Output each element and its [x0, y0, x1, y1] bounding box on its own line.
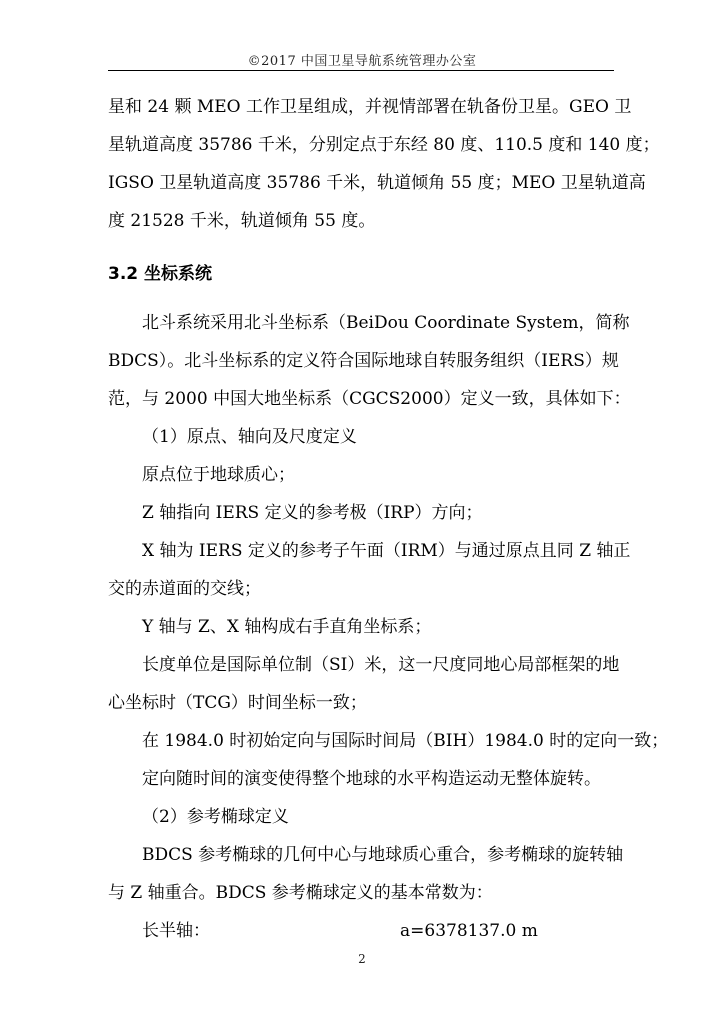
item-y-axis: Y 轴与 Z、X 轴构成右手直角坐标系； — [142, 617, 432, 637]
text-line: 范，与 2000 中国大地坐标系（CGCS2000）定义一致，具体如下： — [108, 389, 631, 409]
section-heading: 3.2 坐标系统 — [108, 264, 213, 284]
item-initial-orientation: 在 1984.0 时初始定向与国际时间局（BIH）1984.0 时的定向一致； — [142, 731, 669, 751]
page-number: 2 — [358, 952, 366, 966]
text-line: X 轴为 IERS 定义的参考子午面（IRM）与通过原点且同 Z 轴正 — [142, 541, 631, 561]
subsection-heading-ellipsoid: （2）参考椭球定义 — [142, 807, 289, 827]
text-line: 长度单位是国际单位制（SI）米，这一尺度同地心局部框架的地 — [142, 655, 620, 675]
constant-value: a=6378137.0 m — [400, 921, 538, 941]
text-line: 心坐标时（TCG）时间坐标一致； — [108, 693, 367, 713]
constant-semi-major-axis — [108, 912, 614, 950]
item-x-axis — [108, 532, 631, 608]
item-z-axis: Z 轴指向 IERS 定义的参考极（IRP）方向； — [142, 503, 483, 523]
text-line: 与 Z 轴重合。BDCS 参考椭球定义的基本常数为： — [108, 883, 493, 903]
text-line: 交的赤道面的交线； — [108, 579, 261, 599]
text-line: 度 21528 千米，轨道倾角 55 度。 — [108, 211, 376, 231]
text-line: BDCS 参考椭球的几何中心与地球质心重合，参考椭球的旋转轴 — [142, 845, 624, 865]
text-line: 星和 24 颗 MEO 工作卫星组成，并视情部署在轨备份卫星。GEO 卫 — [108, 97, 632, 117]
header-rule — [108, 70, 614, 71]
item-length-unit — [108, 646, 620, 722]
paragraph-constellation — [108, 88, 660, 240]
page-content — [108, 88, 669, 950]
paragraph-bdcs — [108, 304, 631, 418]
item-orientation-evolution: 定向随时间的演变使得整个地球的水平构造运动无整体旋转。 — [142, 769, 601, 789]
text-line: 星轨道高度 35786 千米，分别定点于东经 80 度、110.5 度和 140 度； — [108, 135, 660, 155]
text-line: 北斗系统采用北斗坐标系（BeiDou Coordinate System，简称 — [142, 313, 630, 333]
page-header: ©2017 中国卫星导航系统管理办公室 — [247, 54, 477, 69]
constant-label: 长半轴： — [142, 921, 210, 941]
paragraph-ellipsoid — [108, 836, 624, 912]
item-origin: 原点位于地球质心； — [142, 465, 295, 485]
text-line: BDCS）。北斗坐标系的定义符合国际地球自转服务组织（IERS）规 — [108, 351, 619, 371]
subsection-heading-origin: （1）原点、轴向及尺度定义 — [142, 427, 357, 447]
text-line: IGSO 卫星轨道高度 35786 千米，轨道倾角 55 度；MEO 卫星轨道高 — [108, 173, 646, 193]
